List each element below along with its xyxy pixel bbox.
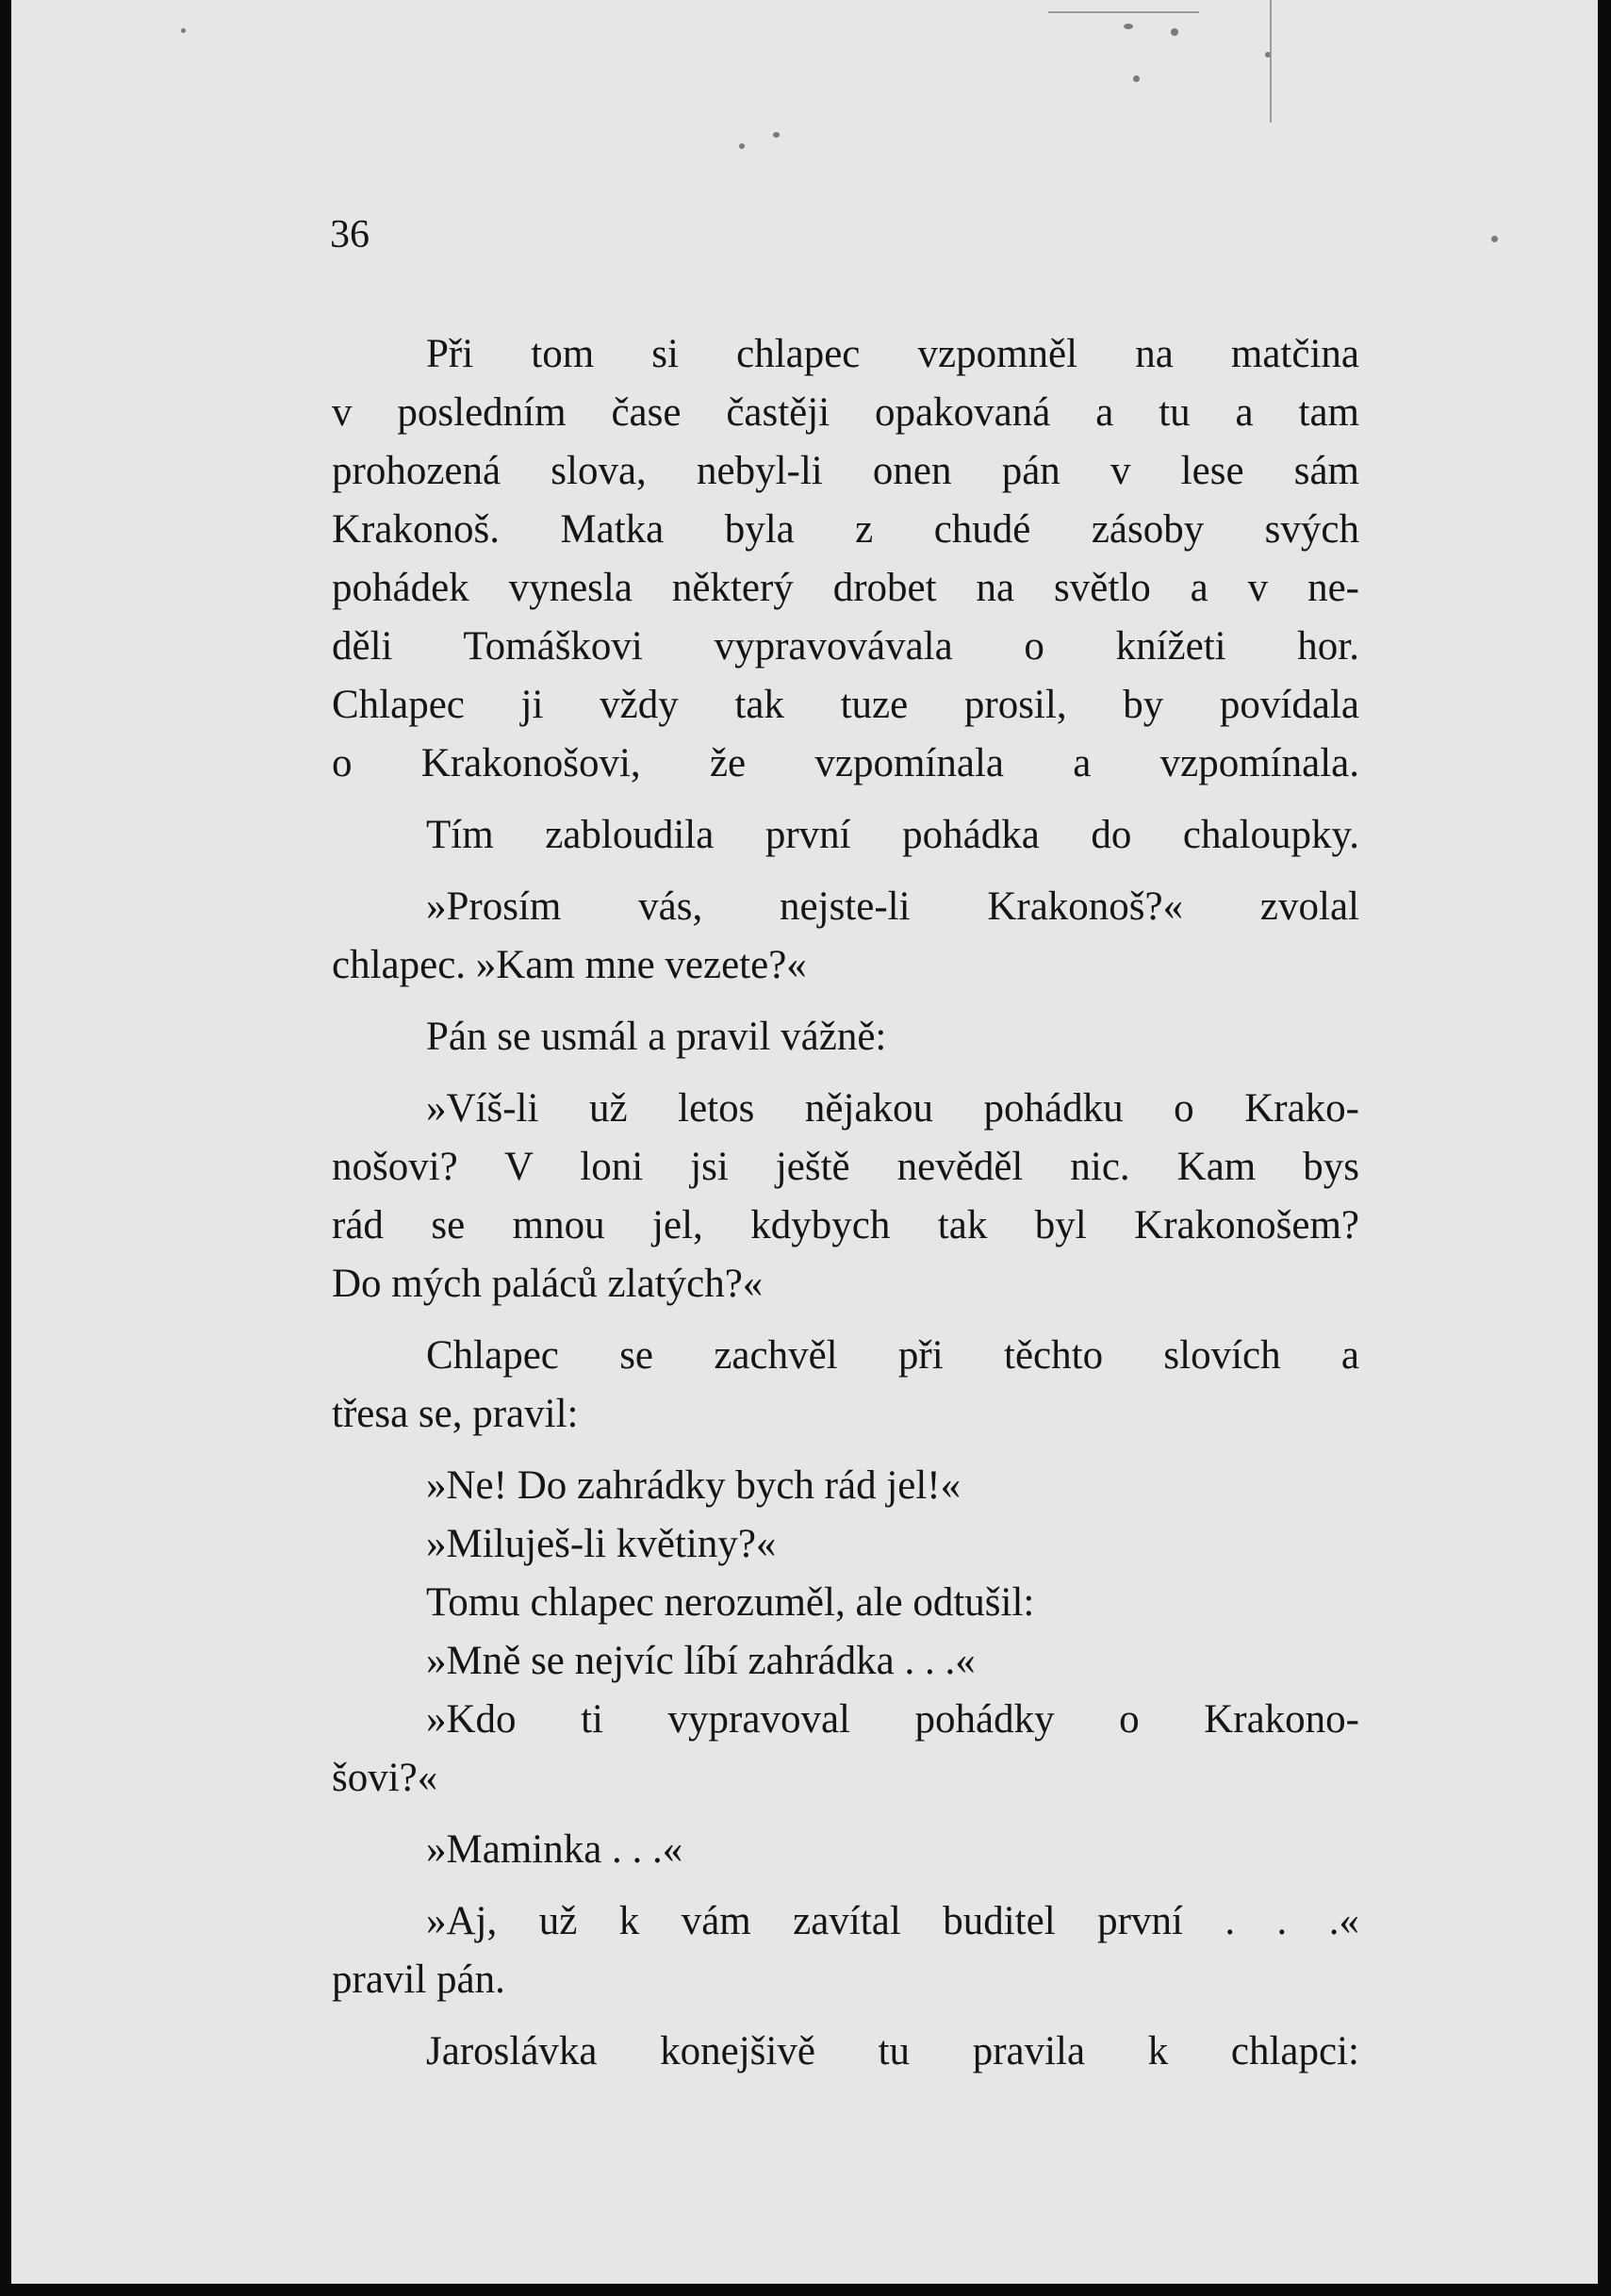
text-line: Do mých paláců zlatých?«	[332, 1262, 764, 1306]
text-line: Chlapec ji vždy tak tuze prosil, by povídala	[332, 683, 1359, 727]
text-line: v posledním čase častěji opakovaná a tu a tam	[332, 390, 1359, 435]
text-line: »Mně se nejvíc líbí zahrádka . . .«	[426, 1639, 976, 1683]
scan-speck	[1124, 24, 1133, 29]
page-number: 36	[330, 213, 370, 256]
text-line: »Miluješ-li květiny?«	[426, 1522, 777, 1566]
text-line: šovi?«	[332, 1756, 438, 1800]
scan-edge-mark	[1048, 11, 1199, 13]
text-line: »Aj, už k vám zavítal buditel první . . .«	[426, 1899, 1359, 1943]
text-line: o Krakonošovi, že vzpomínala a vzpomínala.	[332, 741, 1359, 785]
text-line: »Kdo ti vypravoval pohádky o Krakono-	[426, 1697, 1359, 1742]
text-line: prohozená slova, nebyl-li onen pán v lese sám	[332, 449, 1359, 493]
text-line: rád se mnou jel, kdybych tak byl Krakonošem?	[332, 1203, 1359, 1247]
scan-speck	[181, 28, 186, 33]
text-line: pohádek vynesla některý drobet na světlo a v ne-	[332, 566, 1359, 610]
text-line: chlapec. »Kam mne vezete?«	[332, 943, 807, 987]
text-line: Při tom si chlapec vzpomněl na matčina	[426, 332, 1359, 376]
text-line: Tím zabloudila první pohádka do chaloupky.	[426, 813, 1359, 857]
text-line: pravil pán.	[332, 1957, 505, 2002]
scan-speck	[1171, 28, 1178, 36]
book-page	[11, 0, 1598, 2284]
text-line: »Prosím vás, nejste-li Krakonoš?« zvolal	[426, 884, 1359, 929]
scan-speck	[1491, 236, 1498, 242]
text-line: »Ne! Do zahrádky bych rád jel!«	[426, 1463, 962, 1508]
text-line: Chlapec se zachvěl při těchto slovích a	[426, 1333, 1359, 1378]
scan-edge-mark	[1270, 0, 1272, 123]
text-line: třesa se, pravil:	[332, 1392, 579, 1436]
text-line: děli Tomáškovi vypravovávala o knížeti hor.	[332, 624, 1359, 669]
text-line: »Víš-li už letos nějakou pohádku o Krako-	[426, 1086, 1359, 1131]
text-line: »Maminka . . .«	[426, 1827, 683, 1872]
text-line: Krakonoš. Matka byla z chudé zásoby svých	[332, 507, 1359, 552]
body-text	[332, 325, 1359, 2081]
scan-speck	[1133, 75, 1140, 82]
text-line: Pán se usmál a pravil vážně:	[426, 1015, 887, 1059]
text-line: Jaroslávka konejšivě tu pravila k chlapci:	[426, 2029, 1359, 2073]
text-line: Tomu chlapec nerozuměl, ale odtušil:	[426, 1580, 1035, 1625]
scan-speck	[773, 132, 780, 138]
text-line: nošovi? V loni jsi ještě nevěděl nic. Kam bys	[332, 1145, 1359, 1189]
scan-speck	[739, 143, 745, 149]
